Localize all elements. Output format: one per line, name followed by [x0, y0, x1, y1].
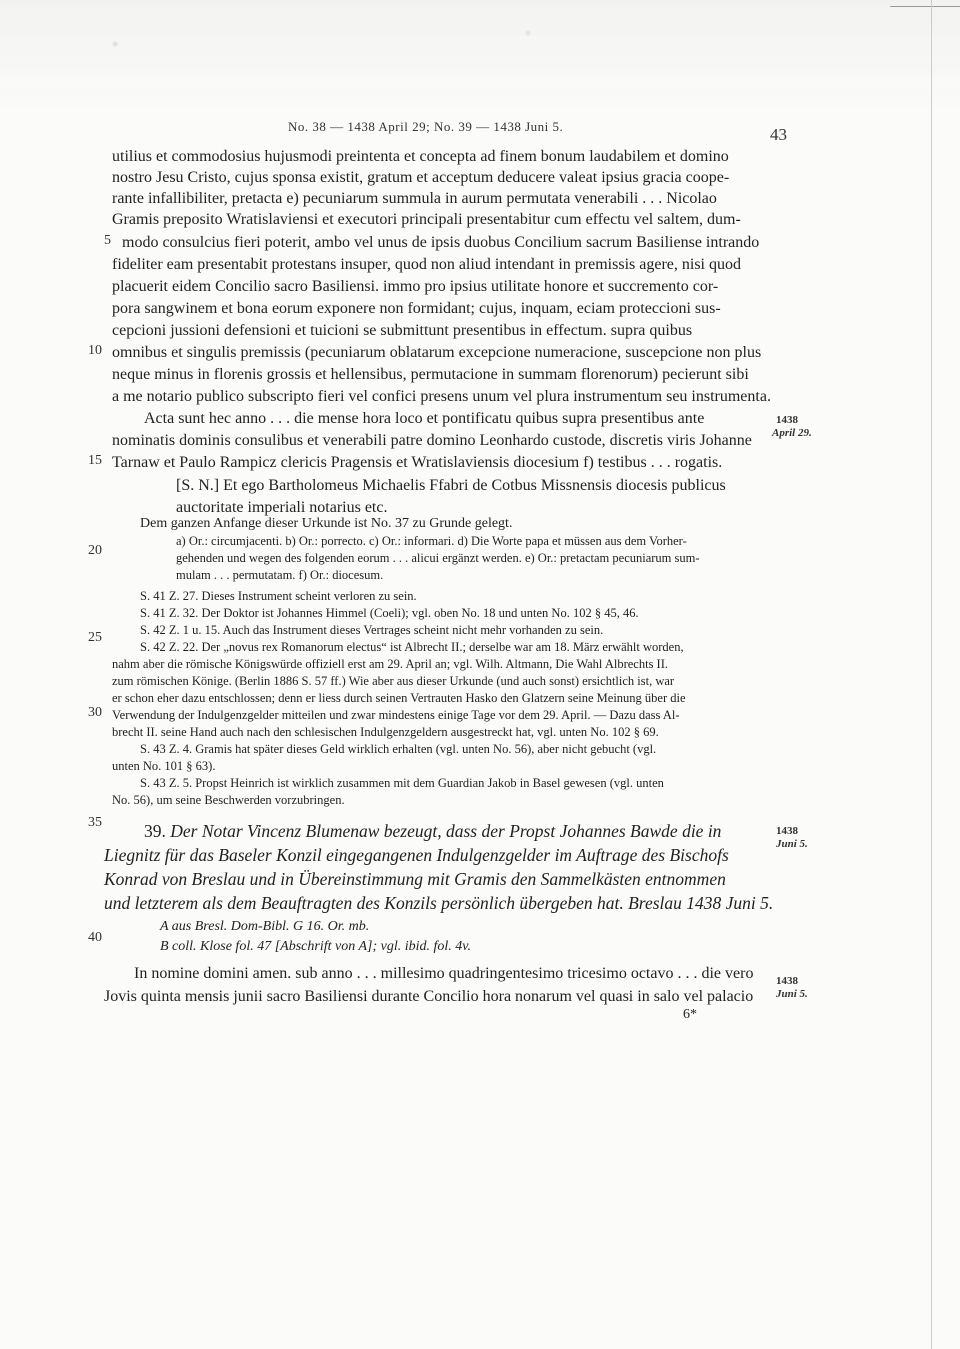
heading-line: Konrad von Breslau und in Übereinstimmung mit Gramis den Sammelkästen entnommen [104, 869, 726, 889]
text-line: cepcioni jussioni defensioni et tuicioni se submittunt presentibus in effectum. supra quibus [112, 322, 693, 339]
text-line: utilius et commodosius hujusmodi preintenta et concepta ad finem bonum laudabilem et domino [112, 148, 729, 165]
footnote-line: gehenden und wegen des folgenden eorum . . . alicui ergänzt werden. e) Or.: pretactam pecuniarum sum- [176, 551, 700, 565]
heading-line: Liegnitz für das Baseler Konzil eingegangenen Indulgenzgelder im Auftrage des Bischofs [104, 845, 729, 865]
note-line: S. 41 Z. 27. Dieses Instrument scheint verloren zu sein. [140, 589, 417, 603]
text-line: pora sangwinem et bona eorum exponere non formidant; cujus, inquam, eciam proteccioni sus- [112, 300, 721, 317]
text-line: auctoritate imperiali notarius etc. [176, 499, 388, 516]
note-line: S. 43 Z. 5. Propst Heinrich ist wirklich zusammen mit dem Guardian Jakob in Basel gewesen (vgl. unten [140, 776, 664, 790]
source-line: B coll. Klose fol. 47 [Abschrift von A]; vgl. ibid. fol. 4v. [160, 939, 471, 954]
text-line: placuerit eidem Concilio sacro Basiliensi. immo pro ipsius utilitate honore et succremento cor- [112, 278, 719, 295]
text-line: In nomine domini amen. sub anno . . . millesimo quadringentesimo tricesimo octavo . . . die vero [134, 965, 754, 982]
text-line: Acta sunt hec anno . . . die mense hora loco et pontificatu quibus supra presentibus ante [144, 410, 705, 427]
text-line: a me notario publico subscripto fieri vel confici presens unum vel plura instrumentum seu instrumenta. [112, 388, 771, 405]
line-number: 35 [88, 815, 102, 830]
line-number: 15 [88, 453, 102, 468]
margin-day: April 29. [772, 427, 812, 439]
text-line: modo consulcius fieri poterit, ambo vel unus de ipsis duobus Concilium sacrum Basiliense intrando [122, 234, 760, 251]
margin-year: 1438 [776, 414, 798, 426]
margin-date-juni-1 [776, 825, 808, 851]
line-number: 5 [104, 233, 111, 248]
heading-line: und letzterem als dem Beauftragten des Konzils persönlich übergeben hat. Breslau 1438 Juni 5. [104, 893, 774, 913]
text-line: nostro Jesu Cristo, cujus sponsa existit, gratum et acceptum deducere valeat ipsius gracia coope- [112, 169, 730, 186]
note-line: nahm aber die römische Königswürde offiziell erst am 29. April an; vgl. Wilh. Altmann, Die Wahl Albrechts II. [112, 657, 669, 671]
text-line: neque minus in florenis grossis et hellensibus, permutacione in summam florenorum) pecierunt sibi [112, 366, 749, 383]
sheet-signature: 6* [683, 1007, 697, 1022]
margin-date-juni-2 [776, 975, 808, 1001]
note-line: S. 42 Z. 22. Der „novus rex Romanorum electus“ ist Albrecht II.; derselbe war am 18. März erwählt worden, [140, 640, 684, 654]
source-line: A aus Bresl. Dom-Bibl. G 16. Or. mb. [160, 919, 370, 934]
text-line: omnibus et singulis premissis (pecuniarum oblatarum excepcione numeracione, suscepcione non plus [112, 344, 762, 361]
basis-note: Dem ganzen Anfange dieser Urkunde ist No. 37 zu Grunde gelegt. [140, 516, 513, 531]
footnote-line: a) Or.: circumjacenti. b) Or.: porrecto. c) Or.: informari. d) Die Worte papa et müssen aus dem Vorher- [176, 534, 687, 548]
note-line: unten No. 101 § 63). [112, 759, 216, 773]
note-line: brecht II. seine Hand auch nach den schlesischen Indulgenzgeldern ausgestreckt hat, vgl. unten No. 102 § 69. [112, 725, 659, 739]
line-number: 10 [88, 343, 102, 358]
document-number: 39. [144, 821, 166, 841]
heading-text: Der Notar Vincenz Blumenaw bezeugt, dass der Propst Johannes Bawde die in [170, 821, 722, 841]
note-line: S. 42 Z. 1 u. 15. Auch das Instrument dieses Vertrages scheint nicht mehr vorhanden zu sein. [140, 623, 604, 637]
line-number: 30 [88, 705, 102, 720]
line-number: 25 [88, 630, 102, 645]
text-line: nominatis dominis consulibus et venerabili patre domino Leonhardo custode, discretis viris Johanne [112, 432, 752, 449]
margin-year: 1438 [776, 825, 798, 837]
text-line: Gramis preposito Wratislaviensi et executori principali presentabitur cum effectu vel saltem, dum- [112, 211, 741, 228]
margin-year: 1438 [776, 975, 798, 987]
scan-edge-rule [890, 6, 960, 7]
text-line: rante infallibiliter, pretacta e) pecuniarum summula in aurum permutata venerabili . . . Nicolao [112, 190, 717, 207]
doc39-heading-line-1 [144, 820, 721, 842]
page-number: 43 [770, 125, 787, 144]
margin-date-april [772, 414, 812, 440]
text-line: Tarnaw et Paulo Rampicz clericis Pragensis et Wratislaviensis diocesium f) testibus . . . rogatis. [112, 454, 723, 471]
text-line: fideliter eam presentabit protestans insuper, quod non aliud intendant in premissis agere, nisi quod [112, 256, 741, 273]
page-edge-line [931, 0, 932, 1349]
text-line: [S. N.] Et ego Bartholomeus Michaelis Ffabri de Cotbus Missnensis diocesis publicus [176, 477, 726, 494]
note-line: zum römischen Könige. (Berlin 1886 S. 57 ff.) Wie aber aus dieser Urkunde (und auch sonst) ersichtlich ist, war [112, 674, 675, 688]
margin-day: Juni 5. [776, 988, 808, 1000]
footnote-line: mulam . . . permutatam. f) Or.: diocesum. [176, 568, 384, 582]
note-line: S. 43 Z. 4. Gramis hat später dieses Geld wirklich erhalten (vgl. unten No. 56), aber nicht gebucht (vgl. [140, 742, 657, 756]
line-number: 40 [88, 930, 102, 945]
line-number: 20 [88, 543, 102, 558]
scan-noise [0, 0, 960, 110]
text-line: Jovis quinta mensis junii sacro Basiliensi durante Concilio hora nonarum vel quasi in salo vel palacio [104, 988, 754, 1005]
running-header: No. 38 — 1438 April 29; No. 39 — 1438 Juni 5. [288, 119, 564, 134]
note-line: Verwendung der Indulgenzgelder mitteilen und zwar mindestens einige Tage vor dem 29. April. — Dazu dass Al- [112, 708, 680, 722]
note-line: No. 56), um seine Beschwerden vorzubringen. [112, 793, 345, 807]
note-line: er schon eher dazu entschlossen; denn er liess durch seinen Vertrauten Hasko den Glatzern seine Meinung über die [112, 691, 686, 705]
note-line: S. 41 Z. 32. Der Doktor ist Johannes Himmel (Coeli); vgl. oben No. 18 und unten No. 102 § 45, 46. [140, 606, 639, 620]
margin-day: Juni 5. [776, 838, 808, 850]
